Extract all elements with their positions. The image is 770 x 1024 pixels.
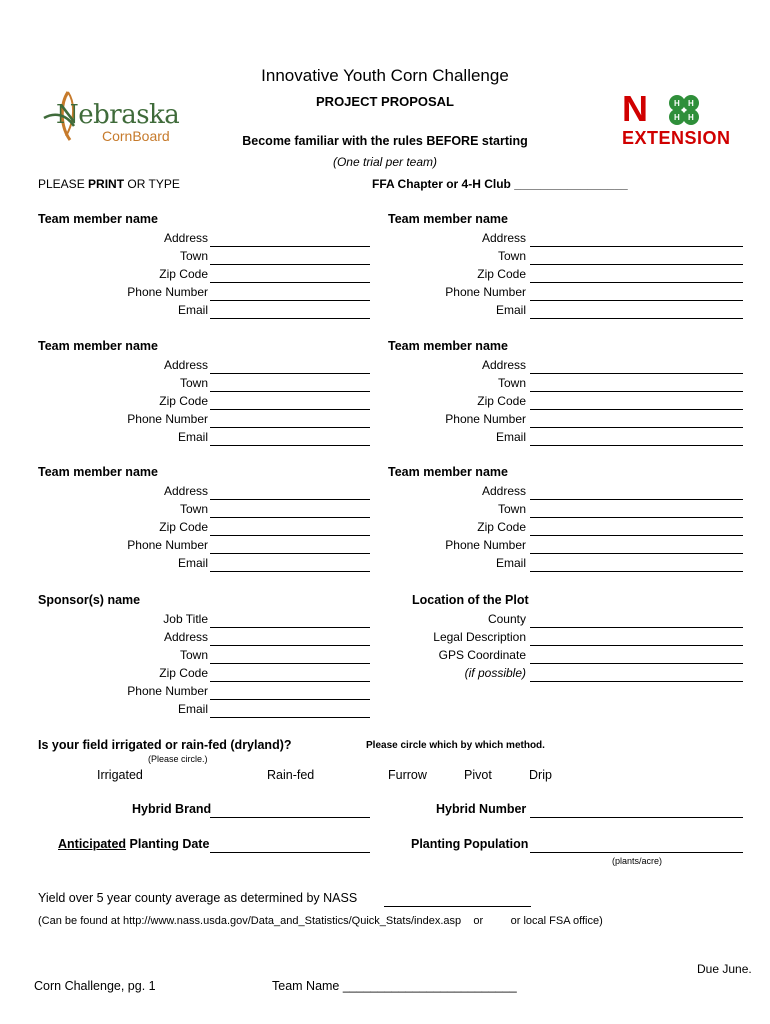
sponsor-zip-field[interactable] (210, 681, 370, 682)
method-note: Please circle which by which method. (366, 740, 545, 751)
member-zip-label: Zip Code (159, 267, 208, 281)
plot-county-field[interactable] (530, 627, 743, 628)
member-5-email-field[interactable] (210, 571, 370, 572)
planting-date-field[interactable] (210, 852, 370, 853)
team-name-label: Team Name _________________________ (272, 979, 517, 993)
drip-option[interactable]: Drip (529, 768, 552, 782)
member-phone-label: Phone Number (127, 538, 208, 552)
member-email-label: Email (495, 556, 526, 570)
team-member-heading: Team member name (38, 212, 158, 226)
population-units: (plants/acre) (612, 856, 663, 866)
print-note-bold: PRINT (88, 177, 125, 191)
hybrid-brand-label: Hybrid Brand (132, 802, 212, 816)
member-2-town-field[interactable] (530, 264, 743, 265)
member-4-zip-field[interactable] (530, 409, 743, 410)
member-5-phone-field[interactable] (210, 553, 370, 554)
planting-population-label: Planting Population (411, 837, 529, 851)
member-town-label: Town (179, 249, 208, 263)
planting-date-word: Planting Date (126, 837, 210, 851)
sponsor-phone-label: Phone Number (127, 684, 208, 698)
member-3-town-field[interactable] (210, 391, 370, 392)
team-member-heading: Team member name (38, 465, 158, 479)
member-3-zip-field[interactable] (210, 409, 370, 410)
member-6-town-field[interactable] (530, 517, 743, 518)
member-phone-label: Phone Number (127, 285, 208, 299)
sponsor-address-label: Address (163, 630, 208, 644)
member-1-address-field[interactable] (210, 246, 370, 247)
member-phone-label: Phone Number (445, 285, 526, 299)
plot-heading: Location of the Plot (412, 593, 529, 607)
form-title: Innovative Youth Corn Challenge (261, 66, 509, 85)
sponsor-town-label: Town (179, 648, 208, 662)
member-2-address-field[interactable] (530, 246, 743, 247)
member-6-address-field[interactable] (530, 499, 743, 500)
planting-date-label (58, 837, 209, 851)
extension-n-letter: N (622, 88, 648, 129)
member-phone-label: Phone Number (445, 538, 526, 552)
member-3-email-field[interactable] (210, 445, 370, 446)
member-email-label: Email (177, 556, 208, 570)
form-subtitle: PROJECT PROPOSAL (316, 94, 454, 109)
circle-note: (Please circle.) (148, 754, 208, 764)
member-6-phone-field[interactable] (530, 553, 743, 554)
yield-field[interactable] (384, 906, 531, 907)
member-4-town-field[interactable] (530, 391, 743, 392)
svg-text:H: H (674, 113, 680, 122)
planting-population-field[interactable] (530, 852, 743, 853)
member-1-email-field[interactable] (210, 318, 370, 319)
member-town-label: Town (497, 249, 526, 263)
anticipated-word: Anticipated (58, 837, 127, 851)
sponsor-job-label: Job Title (163, 612, 208, 626)
plot-legal-label: Legal Description (433, 630, 526, 644)
member-town-label: Town (179, 376, 208, 390)
team-member-heading: Team member name (388, 212, 508, 226)
member-address-label: Address (481, 358, 526, 372)
team-member-heading: Team member name (388, 465, 508, 479)
member-phone-label: Phone Number (445, 412, 526, 426)
hybrid-brand-field[interactable] (210, 817, 370, 818)
member-4-email-field[interactable] (530, 445, 743, 446)
rules-note: Become familiar with the rules BEFORE starting (242, 134, 528, 148)
plot-county-label: County (487, 612, 526, 626)
sponsor-phone-field[interactable] (210, 699, 370, 700)
nebraska-wordmark: Nebraska (56, 100, 180, 130)
page-label: Corn Challenge, pg. 1 (34, 979, 156, 993)
plot-possible-label: (if possible) (464, 666, 526, 680)
svg-text:H: H (688, 113, 694, 122)
member-email-label: Email (495, 303, 526, 317)
svg-text:H: H (674, 99, 680, 108)
sponsor-heading: Sponsor(s) name (38, 593, 141, 607)
member-zip-label: Zip Code (477, 520, 526, 534)
yield-source-note: (Can be found at http://www.nass.usda.gov/Data_and_Statistics/Quick_Stats/index.asp or or local FSA office) (38, 915, 603, 927)
plot-gps-label: GPS Coordinate (438, 648, 526, 662)
member-town-label: Town (179, 502, 208, 516)
print-note-pre: PLEASE (38, 177, 89, 191)
member-2-email-field[interactable] (530, 318, 743, 319)
irrigation-question: Is your field irrigated or rain-fed (dryland)? (38, 738, 292, 752)
sponsor-address-field[interactable] (210, 645, 370, 646)
pivot-option[interactable]: Pivot (464, 768, 492, 782)
due-date: Due June. (697, 962, 752, 976)
plot-gps-field[interactable] (530, 663, 743, 664)
member-address-label: Address (163, 484, 208, 498)
member-address-label: Address (163, 358, 208, 372)
team-member-heading: Team member name (388, 339, 508, 353)
member-address-label: Address (481, 231, 526, 245)
team-member-heading: Team member name (38, 339, 158, 353)
member-4-address-field[interactable] (530, 373, 743, 374)
irrigated-option[interactable]: Irrigated (97, 768, 143, 782)
member-2-zip-field[interactable] (530, 282, 743, 283)
member-phone-label: Phone Number (127, 412, 208, 426)
extension-wordmark: EXTENSION (622, 128, 731, 148)
member-1-town-field[interactable] (210, 264, 370, 265)
trial-note: (One trial per team) (332, 155, 438, 169)
member-1-zip-field[interactable] (210, 282, 370, 283)
member-zip-label: Zip Code (477, 267, 526, 281)
member-email-label: Email (177, 430, 208, 444)
member-3-phone-field[interactable] (210, 427, 370, 428)
member-6-email-field[interactable] (530, 571, 743, 572)
member-5-address-field[interactable] (210, 499, 370, 500)
member-town-label: Town (497, 502, 526, 516)
member-2-phone-field[interactable] (530, 300, 743, 301)
member-address-label: Address (481, 484, 526, 498)
member-6-zip-field[interactable] (530, 535, 743, 536)
member-address-label: Address (163, 231, 208, 245)
sponsor-email-label: Email (177, 702, 208, 716)
cornboard-wordmark: CornBoard (102, 128, 170, 144)
print-note (38, 177, 180, 191)
sponsor-zip-label: Zip Code (159, 666, 208, 680)
svg-text:H: H (688, 99, 694, 108)
member-email-label: Email (495, 430, 526, 444)
hybrid-number-field[interactable] (530, 817, 743, 818)
member-5-zip-field[interactable] (210, 535, 370, 536)
hybrid-number-label: Hybrid Number (436, 802, 527, 816)
sponsor-town-field[interactable] (210, 663, 370, 664)
member-3-address-field[interactable] (210, 373, 370, 374)
rainfed-option[interactable]: Rain-fed (267, 768, 315, 782)
member-5-town-field[interactable] (210, 517, 370, 518)
plot-legal-field[interactable] (530, 645, 743, 646)
sponsor-email-field[interactable] (210, 717, 370, 718)
furrow-option[interactable]: Furrow (388, 768, 427, 782)
member-zip-label: Zip Code (477, 394, 526, 408)
member-email-label: Email (177, 303, 208, 317)
member-zip-label: Zip Code (159, 394, 208, 408)
sponsor-job-field[interactable] (210, 627, 370, 628)
yield-label: Yield over 5 year county average as determined by NASS (38, 891, 358, 905)
chapter-field-label: FFA Chapter or 4-H Club _________________ (372, 177, 628, 191)
plot-gps-extra-field[interactable] (530, 681, 743, 682)
member-4-phone-field[interactable] (530, 427, 743, 428)
member-town-label: Town (497, 376, 526, 390)
member-1-phone-field[interactable] (210, 300, 370, 301)
member-zip-label: Zip Code (159, 520, 208, 534)
print-note-post: OR TYPE (124, 177, 180, 191)
